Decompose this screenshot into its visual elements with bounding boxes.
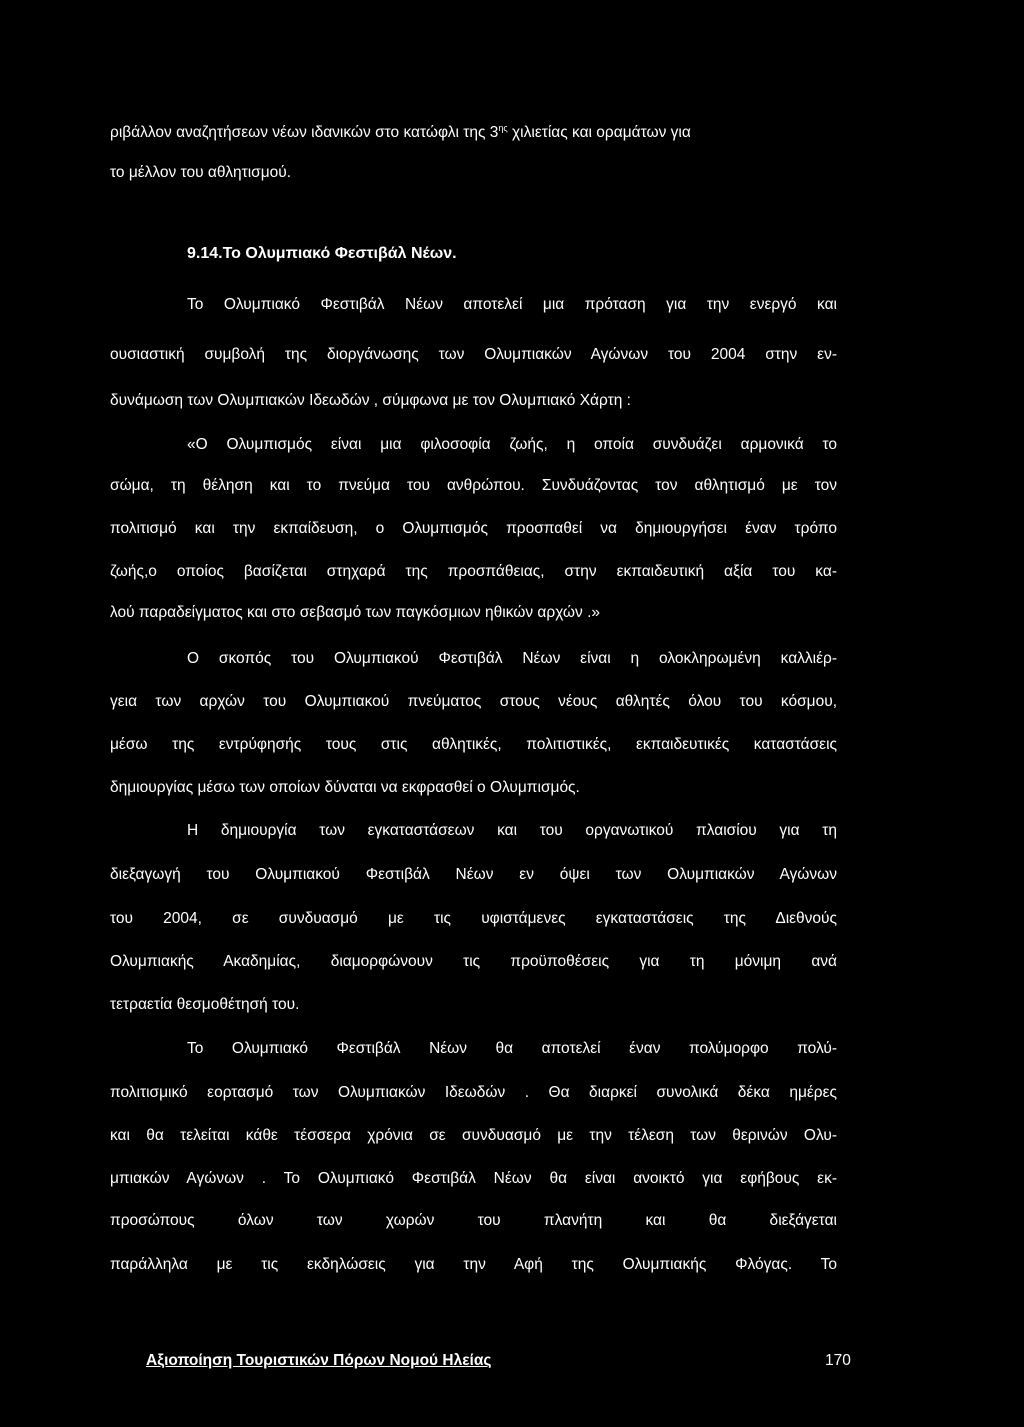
p4-line-2: πολιτισμικό εορτασμό των Ολυμπιακών Ιδεωδών . Θα διαρκεί συνολικά δέκα ημέρες [110,1084,837,1101]
p2-line-2: γεια των αρχών του Ολυμπιακού πνεύματος στους νέους αθλητές όλου του κόσμου, [110,693,837,710]
p2-line-3: μέσω της εντρύφησής τους στις αθλητικές, πολιτιστικές, εκπαιδευτικές καταστάσεις [110,736,837,753]
superscript-suffix: ης [498,123,508,133]
p2-line-1: Ο σκοπός του Ολυμπιακού Φεστιβάλ Νέων είναι η ολοκληρωμένη καλλιέρ- [187,650,837,667]
section-heading: 9.14.Το Ολυμπιακό Φεστιβάλ Νέων. [187,245,457,262]
p3-line-2: διεξαγωγή του Ολυμπιακού Φεστιβάλ Νέων εν όψει των Ολυμπιακών Αγώνων [110,866,837,883]
page-number: 170 [825,1352,851,1369]
intro-line-2: το μέλλον του αθλητισμού. [110,164,292,181]
p1-line-1: Το Ολυμπιακό Φεστιβάλ Νέων αποτελεί μια πρόταση για την ενεργό και [187,296,837,313]
p1-line-6: πολιτισμό και την εκπαίδευση, ο Ολυμπισμός προσπαθεί να δημιουργήσει έναν τρόπο [110,520,837,537]
p3-line-1: Η δημιουργία των εγκαταστάσεων και του οργανωτικού πλαισίου για τη [187,822,837,839]
p2-line-4: δημιουργίας μέσω των οποίων δύναται να εκφρασθεί ο Ολυμπισμός. [110,779,580,796]
p3-line-4: Ολυμπιακής Ακαδημίας, διαμορφώνουν τις προϋποθέσεις για τη μόνιμη ανά [110,953,837,970]
p4-line-3: και θα τελείται κάθε τέσσερα χρόνια σε συνδυασμό με την τέλεση των θερινών Ολυ- [110,1127,837,1144]
p4-line-1: Το Ολυμπιακό Φεστιβάλ Νέων θα αποτελεί έναν πολύμορφο πολύ- [187,1040,837,1057]
p1-line-2: ουσιαστική συμβολή της διοργάνωσης των Ολυμπιακών Αγώνων του 2004 στην εν- [110,346,837,363]
intro-line-1 [110,124,691,141]
p4-line-4: μπιακών Αγώνων . Το Ολυμπιακό Φεστιβάλ Νέων θα είναι ανοικτό για εφήβους εκ- [110,1170,837,1187]
p3-line-3: του 2004, σε συνδυασμό με τις υφιστάμενες εγκαταστάσεις της Διεθνούς [110,910,837,927]
p1-line-7: ζωής,ο οποίος βασίζεται στηχαρά της προσπάθειας, στην εκπαιδευτική αξία του κα- [110,563,837,580]
p1-line-4: «Ο Ολυμπισμός είναι μια φιλοσοφία ζωής, η οποία συνδυάζει αρμονικά το [187,436,837,453]
p1-line-5: σώμα, τη θέληση και το πνεύμα του ανθρώπου. Συνδυάζοντας τον αθλητισμό με τον [110,477,837,494]
intro-line-1-text: ριβάλλον αναζητήσεων νέων ιδανικών στο κατώφλι της 3 [110,124,499,141]
p1-line-3: δυνάμωση των Ολυμπιακών Ιδεωδών , σύμφωνα με τον Ολυμπιακό Χάρτη : [110,392,631,409]
intro-line-1-end: χιλιετίας και οραμάτων για [507,124,691,141]
p1-line-8: λού παραδείγματος και στο σεβασμό των παγκόσμιων ηθικών αρχών .» [110,604,601,621]
p4-line-6: παράλληλα με τις εκδηλώσεις για την Αφή της Ολυμπιακής Φλόγας. Το [110,1256,837,1273]
p3-line-5: τετραετία θεσμοθέτησή του. [110,996,300,1013]
footer-title: Αξιοποίηση Τουριστικών Πόρων Νομού Ηλείας [146,1352,492,1369]
p4-line-5: προσώπους όλων των χωρών του πλανήτη και θα διεξάγεται [110,1212,837,1229]
